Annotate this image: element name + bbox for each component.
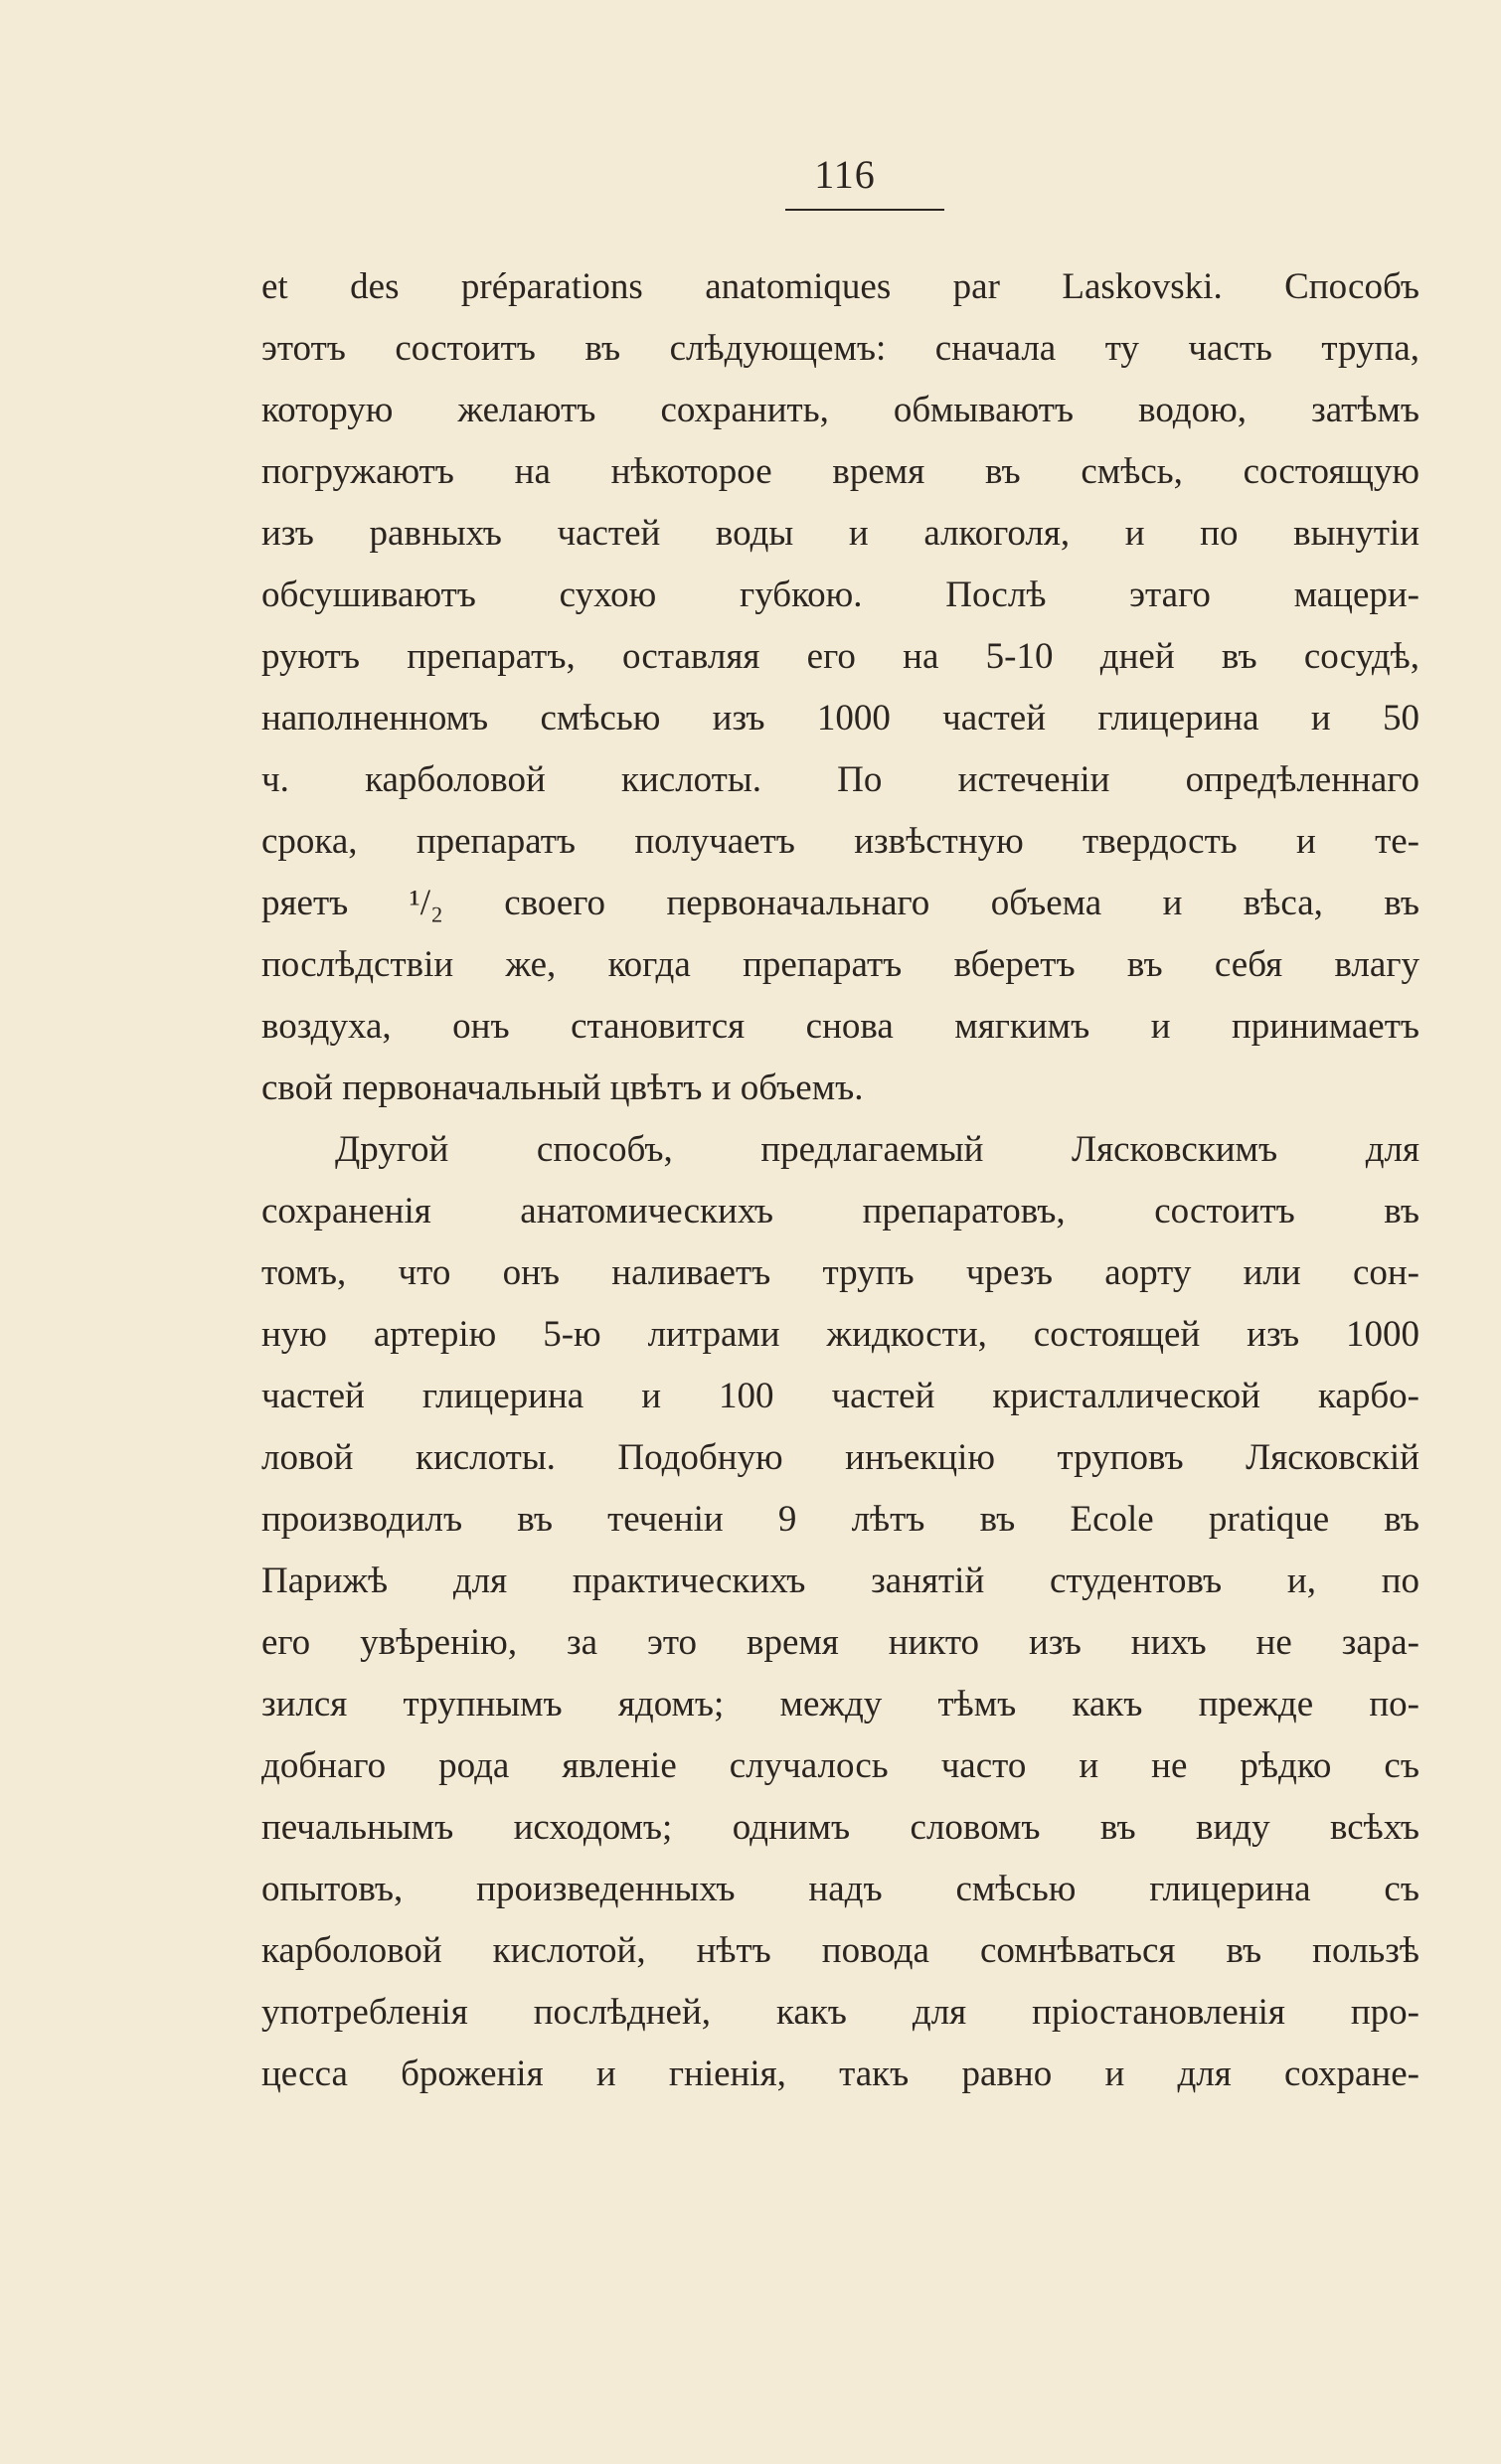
text-line: изъ равныхъ частей воды и алкоголя, и по вынутіи — [261, 513, 1419, 554]
text-line: употребленія послѣдней, какъ для пріостановленія про- — [261, 1992, 1419, 2033]
text-line: опытовъ, произведенныхъ надъ смѣсью глицерина съ — [261, 1869, 1419, 1909]
text-line: его увѣренію, за это время никто изъ нихъ не зара- — [261, 1622, 1419, 1663]
text-line: ч. карболовой кислоты. По истеченіи опредѣленнаго — [261, 759, 1419, 800]
text-line: карболовой кислотой, нѣтъ повода сомнѣваться въ пользѣ — [261, 1930, 1419, 1971]
text-line: печальнымъ исходомъ; однимъ словомъ въ виду всѣхъ — [261, 1807, 1419, 1848]
text-line: ную артерію 5-ю литрами жидкости, состоящей изъ 1000 — [261, 1314, 1419, 1355]
paragraph-start-line: Другой способъ, предлагаемый Лясковскимъ для — [335, 1129, 1419, 1170]
text-line: погружаютъ на нѣкоторое время въ смѣсь, состоящую — [261, 451, 1419, 492]
text-line: добнаго рода явленіе случалось часто и не рѣдко съ — [261, 1745, 1419, 1786]
text-line: et des préparations anatomiques par Laskovski. Способъ — [261, 266, 1419, 307]
text-line: зился трупнымъ ядомъ; между тѣмъ какъ прежде по- — [261, 1684, 1419, 1725]
text-line: воздуха, онъ становится снова мягкимъ и принимаетъ — [261, 1006, 1419, 1047]
text-line: цесса броженія и гніенія, такъ равно и для сохране- — [261, 2053, 1419, 2094]
page-number: 116 — [814, 152, 876, 197]
text-line: Парижѣ для практическихъ занятій студентовъ и, по — [261, 1561, 1419, 1601]
text-line: наполненномъ смѣсью изъ 1000 частей глицерина и 50 — [261, 698, 1419, 739]
text-line: сохраненія анатомическихъ препаратовъ, состоитъ въ — [261, 1191, 1419, 1232]
text-line: ловой кислоты. Подобную инъекцію труповъ Лясковскій — [261, 1437, 1419, 1478]
text-line: частей глицерина и 100 частей кристаллической карбо- — [261, 1376, 1419, 1416]
text-line: срока, препаратъ получаетъ извѣстную твердость и те- — [261, 821, 1419, 862]
text-line: производилъ въ теченіи 9 лѣтъ въ Ecole pratique въ — [261, 1499, 1419, 1540]
text-line: томъ, что онъ наливаетъ трупъ чрезъ аорту или сон- — [261, 1252, 1419, 1293]
body-text — [261, 256, 1419, 2105]
text-line: которую желаютъ сохранить, обмываютъ водою, затѣмъ — [261, 390, 1419, 430]
text-line: обсушиваютъ сухою губкою. Послѣ этаго мацери- — [261, 575, 1419, 615]
text-line: свой первоначальный цвѣтъ и объемъ. — [261, 1068, 864, 1108]
text-line: ряетъ ¹/₂ своего первоначальнаго объема и вѣса, въ — [261, 883, 1419, 923]
text-line: этотъ состоитъ въ слѣдующемъ: сначала ту часть трупа, — [261, 328, 1419, 369]
text-line: послѣдствіи же, когда препаратъ вберетъ въ себя влагу — [261, 944, 1419, 985]
header-rule — [785, 209, 944, 211]
text-line: руютъ препаратъ, оставляя его на 5-10 дней въ сосудѣ, — [261, 636, 1419, 677]
